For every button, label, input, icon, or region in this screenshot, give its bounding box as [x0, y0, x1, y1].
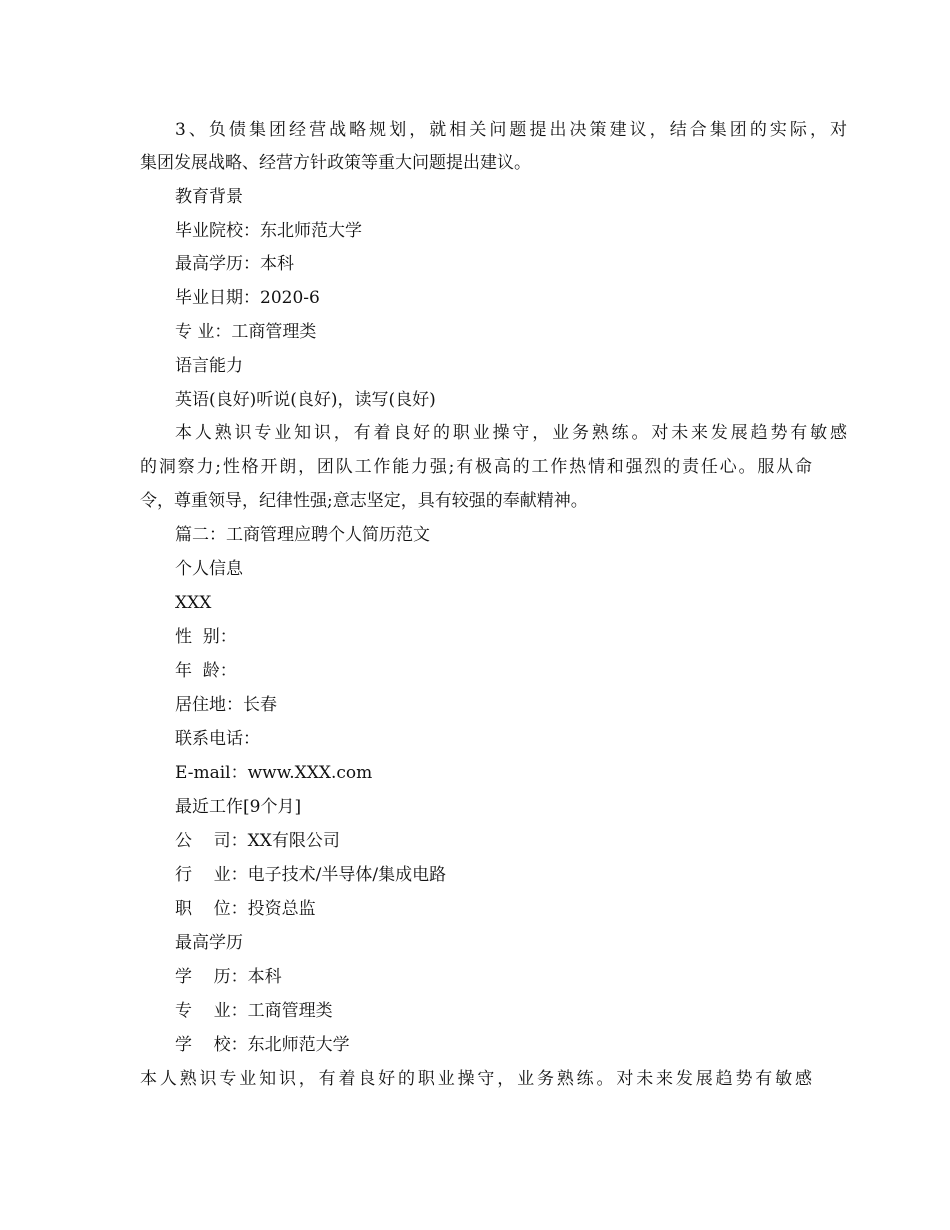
edu-school: 毕业院校：东北师范大学 [175, 221, 362, 241]
personal-gender: 性 别： [175, 627, 237, 647]
work-company: 公 司：XX有限公司 [175, 831, 340, 851]
summary-line: 的洞察力;性格开朗，团队工作能力强;有极高的工作热情和强烈的责任心。服从命 [140, 457, 812, 477]
section-heading-work: 最近工作[9个月] [175, 797, 302, 817]
highest-degree: 学 历：本科 [175, 967, 282, 987]
summary-line: 本人熟识专业知识，有着良好的职业操守，业务熟练。对未来发展趋势有敏感 [140, 1069, 812, 1089]
paragraph-line: 集团发展战略、经营方针政策等重大问题提出建议。 [140, 153, 531, 173]
highest-major: 专 业：工商管理类 [175, 1001, 333, 1021]
personal-residence: 居住地：长春 [175, 695, 277, 715]
lang-english: 英语(良好)听说(良好)，读写(良好) [175, 390, 436, 410]
personal-name: XXX [175, 593, 212, 613]
summary-line: 令，尊重领导，纪律性强;意志坚定，具有较强的奉献精神。 [140, 491, 588, 511]
section-heading-highest-education: 最高学历 [175, 933, 243, 953]
section-title-part2: 篇二：工商管理应聘个人简历范文 [175, 525, 430, 545]
section-heading-personal: 个人信息 [175, 559, 243, 579]
highest-school: 学 校：东北师范大学 [175, 1035, 350, 1055]
paragraph-line: 3、负债集团经营战略规划，就相关问题提出决策建议，结合集团的实际，对 [175, 120, 847, 140]
summary-line: 本人熟识专业知识，有着良好的职业操守，业务熟练。对未来发展趋势有敏感 [175, 423, 847, 443]
personal-email: E-mail：www.XXX.com [175, 763, 373, 783]
work-position: 职 位：投资总监 [175, 899, 316, 919]
personal-age: 年 龄： [175, 661, 237, 681]
personal-phone: 联系电话： [175, 729, 260, 749]
section-heading-education: 教育背景 [175, 187, 243, 207]
edu-major: 专 业：工商管理类 [175, 322, 317, 342]
section-heading-language: 语言能力 [175, 356, 243, 376]
edu-degree: 最高学历：本科 [175, 254, 294, 274]
work-industry: 行 业：电子技术/半导体/集成电路 [175, 865, 447, 885]
edu-date: 毕业日期：2020-6 [175, 288, 320, 308]
